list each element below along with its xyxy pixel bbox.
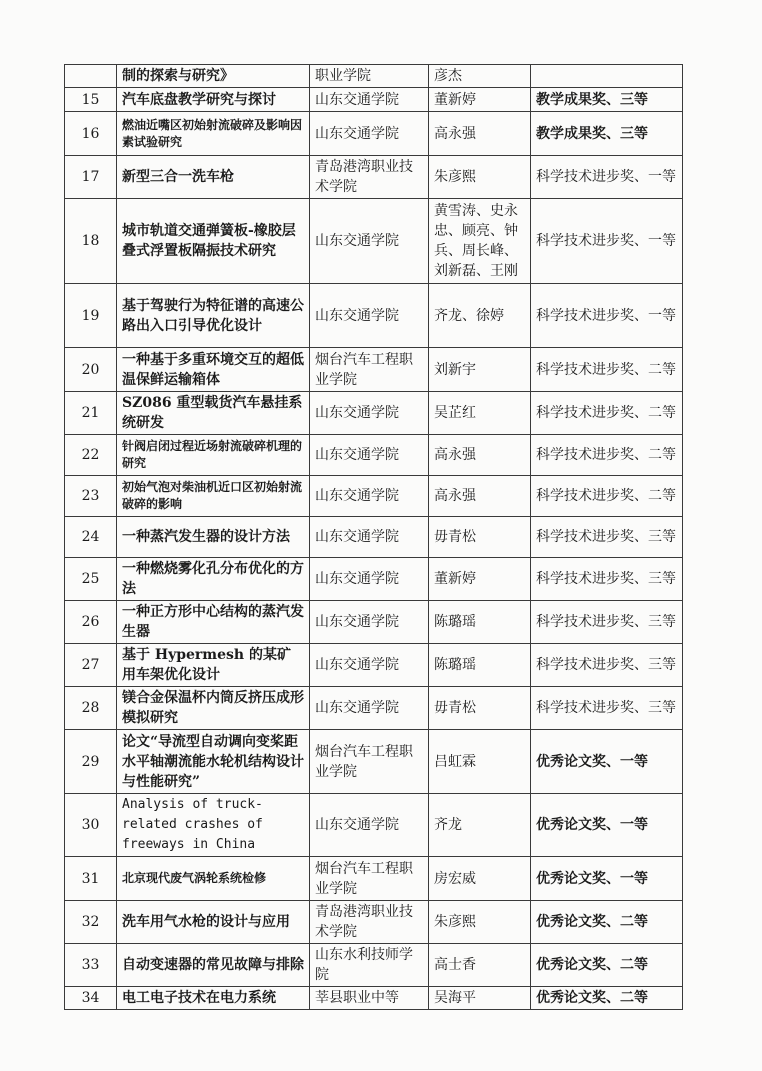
person-names: 董新婷 (429, 558, 531, 601)
row-number: 29 (65, 730, 117, 794)
table-row (65, 517, 683, 558)
project-title: 针阀启闭过程近场射流破碎机理的研究 (117, 435, 310, 476)
unit-name: 山东交通学院 (310, 644, 429, 687)
person-names: 高永强 (429, 112, 531, 156)
unit-name: 山东交通学院 (310, 517, 429, 558)
award-level: 科学技术进步奖、一等 (531, 199, 683, 284)
unit-name: 山东交通学院 (310, 88, 429, 112)
table-row (65, 601, 683, 644)
project-title: 制的探索与研究》 (117, 65, 310, 88)
project-title: 初始气泡对柴油机近口区初始射流破碎的影响 (117, 476, 310, 517)
award-level: 教学成果奖、三等 (531, 88, 683, 112)
row-number: 30 (65, 794, 117, 857)
awards-table (64, 64, 683, 1010)
unit-name: 山东交通学院 (310, 112, 429, 156)
unit-name: 山东交通学院 (310, 284, 429, 348)
award-level: 科学技术进步奖、一等 (531, 156, 683, 199)
unit-name: 山东交通学院 (310, 435, 429, 476)
project-title: Analysis of truck-related crashes of freeways in China (117, 794, 310, 857)
unit-name: 莘县职业中等 (310, 987, 429, 1010)
project-title: 北京现代废气涡轮系统检修 (117, 857, 310, 901)
person-names: 黄雪涛、史永忠、顾亮、钟兵、周长峰、刘新磊、王刚 (429, 199, 531, 284)
table-row (65, 348, 683, 392)
table-row (65, 901, 683, 944)
row-number: 27 (65, 644, 117, 687)
project-title: 城市轨道交通弹簧板-橡胶层叠式浮置板隔振技术研究 (117, 199, 310, 284)
award-level: 优秀论文奖、二等 (531, 944, 683, 987)
project-title: 基于驾驶行为特征谱的高速公路出入口引导优化设计 (117, 284, 310, 348)
person-names: 毋青松 (429, 517, 531, 558)
row-number: 31 (65, 857, 117, 901)
table-row (65, 112, 683, 156)
table-row (65, 730, 683, 794)
row-number: 16 (65, 112, 117, 156)
row-number: 32 (65, 901, 117, 944)
person-names: 朱彦熙 (429, 901, 531, 944)
project-title: 汽车底盘教学研究与探讨 (117, 88, 310, 112)
person-names: 吴海平 (429, 987, 531, 1010)
unit-name: 青岛港湾职业技术学院 (310, 901, 429, 944)
table-row (65, 644, 683, 687)
table-row (65, 794, 683, 857)
project-title: 镁合金保温杯内筒反挤压成形模拟研究 (117, 687, 310, 730)
award-level: 科学技术进步奖、一等 (531, 284, 683, 348)
person-names: 彦杰 (429, 65, 531, 88)
project-title: 基于 Hypermesh 的某矿用车架优化设计 (117, 644, 310, 687)
row-number: 26 (65, 601, 117, 644)
person-names: 齐龙 (429, 794, 531, 857)
person-names: 吴芷红 (429, 392, 531, 435)
award-level: 科学技术进步奖、二等 (531, 476, 683, 517)
table-row (65, 199, 683, 284)
award-level: 优秀论文奖、二等 (531, 901, 683, 944)
project-title: SZ086 重型载货汽车悬挂系统研发 (117, 392, 310, 435)
unit-name: 山东交通学院 (310, 476, 429, 517)
row-number: 19 (65, 284, 117, 348)
person-names: 朱彦熙 (429, 156, 531, 199)
award-level: 优秀论文奖、一等 (531, 794, 683, 857)
award-level: 科学技术进步奖、二等 (531, 348, 683, 392)
row-number: 23 (65, 476, 117, 517)
project-title: 新型三合一洗车枪 (117, 156, 310, 199)
table-row (65, 857, 683, 901)
table-row (65, 435, 683, 476)
award-level: 优秀论文奖、一等 (531, 857, 683, 901)
unit-name: 烟台汽车工程职业学院 (310, 857, 429, 901)
unit-name: 青岛港湾职业技术学院 (310, 156, 429, 199)
project-title: 一种燃烧雾化孔分布优化的方法 (117, 558, 310, 601)
unit-name: 山东交通学院 (310, 199, 429, 284)
row-number: 24 (65, 517, 117, 558)
unit-name: 山东交通学院 (310, 601, 429, 644)
unit-name: 烟台汽车工程职业学院 (310, 730, 429, 794)
project-title: 一种基于多重环境交互的超低温保鲜运输箱体 (117, 348, 310, 392)
person-names: 刘新宇 (429, 348, 531, 392)
person-names: 高士香 (429, 944, 531, 987)
person-names: 陈璐瑶 (429, 644, 531, 687)
award-level: 科学技术进步奖、三等 (531, 644, 683, 687)
award-level: 科学技术进步奖、三等 (531, 517, 683, 558)
project-title: 一种正方形中心结构的蒸汽发生器 (117, 601, 310, 644)
table-row (65, 88, 683, 112)
award-level: 科学技术进步奖、二等 (531, 435, 683, 476)
table-row (65, 944, 683, 987)
row-number: 18 (65, 199, 117, 284)
unit-name: 山东交通学院 (310, 687, 429, 730)
table-row (65, 392, 683, 435)
project-title: 一种蒸汽发生器的设计方法 (117, 517, 310, 558)
unit-name: 山东交通学院 (310, 392, 429, 435)
row-number: 15 (65, 88, 117, 112)
award-level: 科学技术进步奖、三等 (531, 601, 683, 644)
unit-name: 山东水利技师学院 (310, 944, 429, 987)
award-level: 科学技术进步奖、二等 (531, 392, 683, 435)
row-number: 22 (65, 435, 117, 476)
person-names: 陈璐瑶 (429, 601, 531, 644)
table-row (65, 687, 683, 730)
unit-name: 山东交通学院 (310, 794, 429, 857)
row-number: 33 (65, 944, 117, 987)
row-number: 34 (65, 987, 117, 1010)
person-names: 房宏威 (429, 857, 531, 901)
table-row (65, 284, 683, 348)
row-number: 28 (65, 687, 117, 730)
award-level: 科学技术进步奖、三等 (531, 687, 683, 730)
award-level: 优秀论文奖、二等 (531, 987, 683, 1010)
row-number: 20 (65, 348, 117, 392)
row-number: 17 (65, 156, 117, 199)
table-row (65, 65, 683, 88)
table-row (65, 987, 683, 1010)
unit-name: 职业学院 (310, 65, 429, 88)
table-row (65, 156, 683, 199)
award-level: 科学技术进步奖、三等 (531, 558, 683, 601)
person-names: 高永强 (429, 435, 531, 476)
project-title: 自动变速器的常见故障与排除 (117, 944, 310, 987)
row-number (65, 65, 117, 88)
table-row (65, 558, 683, 601)
unit-name: 烟台汽车工程职业学院 (310, 348, 429, 392)
person-names: 吕虹霖 (429, 730, 531, 794)
row-number: 25 (65, 558, 117, 601)
project-title: 论文“导流型自动调向变桨距水平轴潮流能水轮机结构设计与性能研究” (117, 730, 310, 794)
award-level (531, 65, 683, 88)
row-number: 21 (65, 392, 117, 435)
project-title: 洗车用气水枪的设计与应用 (117, 901, 310, 944)
project-title: 电工电子技术在电力系统 (117, 987, 310, 1010)
person-names: 毋青松 (429, 687, 531, 730)
table-row (65, 476, 683, 517)
project-title: 燃油近嘴区初始射流破碎及影响因素试验研究 (117, 112, 310, 156)
person-names: 齐龙、徐婷 (429, 284, 531, 348)
person-names: 高永强 (429, 476, 531, 517)
award-level: 优秀论文奖、一等 (531, 730, 683, 794)
award-level: 教学成果奖、三等 (531, 112, 683, 156)
person-names: 董新婷 (429, 88, 531, 112)
unit-name: 山东交通学院 (310, 558, 429, 601)
